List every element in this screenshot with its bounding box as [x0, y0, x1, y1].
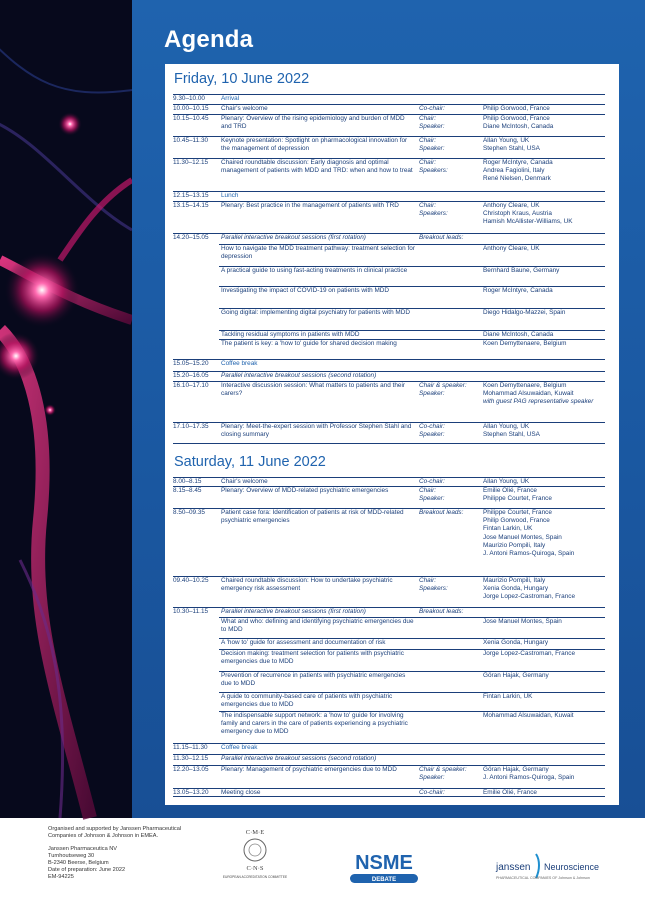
- agenda-row: [173, 94, 605, 104]
- speaker-names: [483, 577, 607, 602]
- session-title: Parallel interactive breakout sessions (first rotation): [221, 234, 366, 241]
- speaker-names: [483, 672, 607, 680]
- agenda-row: [173, 114, 605, 136]
- speaker-names: [483, 340, 607, 348]
- session-title: Keynote presentation: Spotlight on pharmacological innovation for the management of depression: [221, 137, 408, 153]
- speaker-role: Chair: Speakers:: [419, 202, 448, 218]
- session-time: 09.40–10.25: [173, 577, 209, 584]
- speaker-name: Göran Hajak, Germany: [483, 766, 549, 773]
- speaker-names: [483, 159, 607, 184]
- speaker-names: [483, 789, 607, 797]
- agenda-row: [173, 104, 605, 114]
- session-time: 8.15–8.45: [173, 487, 202, 494]
- session-time: 12.20–13.05: [173, 766, 209, 773]
- session-title: Plenary: Overview of MDD-related psychiatric emergencies: [221, 487, 389, 494]
- speaker-name: Philip Gorwood, France: [483, 517, 550, 525]
- footer-line: EM-94225: [48, 873, 74, 880]
- session-title: A 'how to' guide for assessment and documentation of risk: [221, 639, 386, 646]
- session-title: Chaired roundtable discussion: How to undertake psychiatric emergency risk assessment: [221, 577, 393, 593]
- agenda-row: [173, 607, 605, 617]
- speaker-names: [483, 509, 607, 558]
- footer-line: [48, 840, 181, 847]
- speaker-name: with guest PAG representative speaker: [483, 398, 594, 406]
- speaker-name: Jose Manuel Montes, Spain: [483, 618, 562, 625]
- speaker-name: Emilie Olié, France: [483, 487, 537, 494]
- speaker-name: Philippe Courtet, France: [483, 495, 552, 503]
- footer-line: Date of preparation: June 2022: [48, 866, 126, 873]
- session-time: 10.30–11.15: [173, 608, 209, 615]
- hero-image: [0, 0, 132, 818]
- session-title: Plenary: Best practice in the management of patients with TRD: [221, 202, 399, 209]
- speaker-name: Fintan Larkin, UK: [483, 525, 533, 533]
- session-title: The indispensable support network: a 'how to' guide for involving family and carers in the care of patients experiencing a psychiatric emergency due to MDD: [221, 712, 408, 736]
- session-time: 15.20–16.05: [173, 372, 209, 379]
- session-title: The patient is key: a 'how to' guide for shared decision making: [221, 340, 397, 347]
- janssen-caption-text: PHARMACEUTICAL COMPANIES OF Johnson & Johnson: [496, 876, 590, 880]
- speaker-names: [483, 382, 607, 407]
- speaker-name: Maurizio Pompili, Italy: [483, 577, 546, 584]
- session-title: Decision making: treatment selection for patients with psychiatric emergencies due to MDD: [221, 650, 404, 666]
- speaker-names: [483, 423, 607, 439]
- session-title: Chair's welcome: [221, 478, 268, 485]
- session-title: Plenary: Meet-the-expert session with Professor Stephen Stahl and closing summary: [221, 423, 412, 439]
- speaker-name: Mohammad Alsuwaidan, Kuwait: [483, 712, 574, 719]
- speaker-names: [483, 618, 607, 626]
- speaker-name: Xenia Gonda, Hungary: [483, 639, 549, 646]
- speaker-role: Breakout leads:: [419, 234, 464, 241]
- speaker-role: Breakout leads:: [419, 608, 464, 615]
- speaker-role: Chair: Speaker:: [419, 115, 445, 131]
- speaker-names: [483, 693, 607, 701]
- breakout-session-row: [219, 266, 605, 286]
- session-title: A guide to community-based care of patients with psychiatric emergencies due to MDD: [221, 693, 393, 709]
- speaker-name: Philip Gorwood, France: [483, 105, 550, 112]
- breakout-session-row: [219, 330, 605, 339]
- speaker-name: Allan Young, UK: [483, 137, 530, 144]
- breakout-session-row: [219, 692, 605, 711]
- speaker-name: Diane McIntosh, Canada: [483, 331, 554, 338]
- session-title: How to navigate the MDD treatment pathway: treatment selection for depression: [221, 245, 415, 261]
- session-title: Prevention of recurrence in patients with psychiatric emergencies due to MDD: [221, 672, 406, 688]
- session-title: Going digital: implementing digital psychiatry for patients with MDD: [221, 309, 410, 316]
- janssen-text: janssen: [496, 862, 531, 873]
- session-title: Investigating the impact of COVID-19 on patients with MDD: [221, 287, 390, 294]
- agenda-row: [173, 158, 605, 191]
- speaker-role: Co-chair:: [419, 789, 445, 796]
- breakout-session-row: [219, 286, 605, 308]
- footer-line: B-2340 Beerse, Belgium: [48, 859, 109, 866]
- session-time: 12.15–13.15: [173, 192, 209, 199]
- session-time: 10.00–10.15: [173, 105, 209, 112]
- session-time: 11.30–12.15: [173, 755, 209, 762]
- speaker-name: René Nielsen, Denmark: [483, 175, 551, 183]
- footer-line: Janssen Pharmaceutica NV: [48, 846, 118, 853]
- session-time: 9.30–10.00: [173, 95, 205, 102]
- speaker-role: Chair: Speaker:: [419, 487, 445, 503]
- breakout-session-row: [219, 339, 605, 359]
- speaker-names: [483, 287, 607, 295]
- speaker-name: Emilie Olié, France: [483, 789, 537, 796]
- session-title: Interactive discussion session: What matters to patients and their carers?: [221, 382, 405, 398]
- agenda-row: [173, 743, 605, 754]
- speaker-name: Stephen Stahl, USA: [483, 431, 540, 439]
- speaker-name: Roger McIntyre, Canada: [483, 159, 553, 166]
- session-time: 13.05–13.20: [173, 789, 209, 796]
- speaker-name: Roger McIntyre, Canada: [483, 287, 553, 294]
- session-title: Coffee break: [221, 744, 258, 751]
- agenda-row: [173, 371, 605, 381]
- speaker-role: Chair & speaker: Speaker:: [419, 382, 467, 398]
- session-time: 10.15–10.45: [173, 115, 209, 122]
- session-title: Chaired roundtable discussion: Early diagnosis and optimal management of patients with MDD and TRD: when and how to treat: [221, 159, 413, 175]
- speaker-name: Philippe Courtet, France: [483, 509, 552, 516]
- session-time: 17.10–17.35: [173, 423, 209, 430]
- speaker-role: Chair: Speaker:: [419, 137, 445, 153]
- speaker-names: [483, 105, 607, 113]
- session-title: Plenary: Management of psychiatric emergencies due to MDD: [221, 766, 397, 773]
- session-title: Chair's welcome: [221, 105, 268, 112]
- speaker-role: Chair: Speakers:: [419, 577, 448, 593]
- session-title: Parallel interactive breakout sessions (second rotation): [221, 755, 377, 762]
- neuron-illustration: [0, 0, 132, 818]
- footer-line: Organised and supported by Janssen Pharmaceutical: [48, 826, 182, 832]
- agenda-row: [173, 788, 605, 797]
- session-time: 14.20–15.05: [173, 234, 209, 241]
- speaker-name: J. Antoni Ramos-Quiroga, Spain: [483, 774, 575, 782]
- agenda-row: [173, 422, 605, 444]
- speaker-names: [483, 245, 607, 253]
- session-title: Tackling residual symptoms in patients with MDD: [221, 331, 360, 338]
- session-time: 11.15–11.30: [173, 744, 208, 751]
- session-title: Lunch: [221, 192, 239, 199]
- speaker-names: [483, 115, 607, 131]
- footer-line: Turnhoutseweg 30: [48, 853, 95, 860]
- speaker-name: Diane McIntosh, Canada: [483, 123, 554, 131]
- speaker-name: Jorge Lopez-Castroman, France: [483, 650, 575, 657]
- session-title: Parallel interactive breakout sessions (second rotation): [221, 372, 377, 379]
- session-time: 8.00–8.15: [173, 478, 202, 485]
- speaker-role: Breakout leads:: [419, 509, 464, 516]
- speaker-name: Diego Hidalgo-Mazzei, Spain: [483, 309, 566, 316]
- session-title: What and who: defining and identifying psychiatric emergencies due to MDD: [221, 618, 414, 634]
- agenda-row: [173, 754, 605, 765]
- speaker-names: [483, 137, 607, 153]
- page-title: Agenda: [164, 26, 254, 53]
- speaker-name: Hamish McAllister-Williams, UK: [483, 218, 573, 226]
- speaker-name: Fintan Larkin, UK: [483, 693, 533, 700]
- speaker-names: [483, 267, 607, 275]
- day-heading: Friday, 10 June 2022: [174, 71, 310, 87]
- speaker-names: [483, 639, 607, 647]
- agenda-row: [173, 191, 605, 201]
- agenda-row: [173, 765, 605, 788]
- breakout-session-row: [219, 671, 605, 692]
- agenda-row: [173, 508, 605, 576]
- speaker-name: Maurizio Pompili, Italy: [483, 541, 546, 549]
- agenda-row: [173, 136, 605, 158]
- speaker-name: Stephen Stahl, USA: [483, 145, 540, 153]
- session-time: 16.10–17.10: [173, 382, 209, 389]
- session-time: 10.45–11.30: [173, 137, 209, 144]
- speaker-names: [483, 487, 607, 503]
- speaker-names: [483, 712, 607, 720]
- breakout-session-row: [219, 711, 605, 743]
- speaker-name: Anthony Cleare, UK: [483, 202, 540, 209]
- session-title: Arrival: [221, 95, 240, 102]
- session-time: 13.15–14.15: [173, 202, 209, 209]
- speaker-name: Allan Young, UK: [483, 423, 530, 430]
- speaker-names: [483, 331, 607, 339]
- agenda-row: [173, 486, 605, 508]
- session-title: Patient case fora: Identification of patients at risk of MDD-related psychiatric emergencies: [221, 509, 404, 525]
- speaker-name: Koen Demyttenaere, Belgium: [483, 382, 567, 389]
- speaker-name: Andrea Fagiolini, Italy: [483, 167, 545, 175]
- speaker-name: Bernhard Baune, Germany: [483, 267, 560, 274]
- cme-accreditation-logo: [222, 826, 288, 892]
- session-title: Plenary: Overview of the rising epidemiology and burden of MDD and TRD: [221, 115, 405, 131]
- speaker-role: Chair & speaker: Speaker:: [419, 766, 467, 782]
- session-time: 8.50–09.35: [173, 509, 205, 516]
- speaker-name: Anthony Cleare, UK: [483, 245, 540, 252]
- speaker-name: Mohammad Alsuwaidan, Kuwait: [483, 390, 574, 398]
- breakout-session-row: [219, 308, 605, 330]
- session-time: 11.30–12.15: [173, 159, 209, 166]
- session-title: A practical guide to using fast-acting treatments in clinical practice: [221, 267, 408, 274]
- nsme-text: NSME: [355, 852, 413, 874]
- agenda-row: [173, 201, 605, 233]
- speaker-names: [483, 309, 607, 317]
- agenda-row: [173, 233, 605, 244]
- nsme-debate-logo: [344, 848, 424, 888]
- speaker-names: [483, 766, 607, 782]
- speaker-names: [483, 202, 607, 227]
- speaker-name: Xenia Gonda, Hungary: [483, 585, 549, 593]
- speaker-name: Jose Manuel Montes, Spain: [483, 533, 562, 541]
- speaker-name: Göran Hajak, Germany: [483, 672, 549, 679]
- speaker-role: Co-chair:: [419, 478, 445, 485]
- agenda-row: [173, 381, 605, 422]
- speaker-role: Co-chair: Speaker:: [419, 423, 445, 439]
- speaker-name: Koen Demyttenaere, Belgium: [483, 340, 567, 347]
- cme-top-text: C·M·E: [245, 829, 265, 836]
- speaker-name: Jorge Lopez-Castroman, France: [483, 593, 575, 601]
- breakout-session-row: [219, 649, 605, 671]
- agenda-row: [173, 359, 605, 371]
- session-title: Meeting close: [221, 789, 261, 796]
- agenda-row: [173, 576, 605, 607]
- footer-line: Companies of Johnson & Johnson in EMEA.: [48, 832, 159, 839]
- speaker-names: [483, 478, 607, 486]
- breakout-session-row: [219, 244, 605, 266]
- breakout-session-row: [219, 638, 605, 649]
- neuroscience-text: Neuroscience: [544, 862, 600, 872]
- cme-bottom-text: C·N·S: [246, 865, 264, 872]
- agenda-row: [173, 477, 605, 486]
- speaker-name: Philip Gorwood, France: [483, 115, 550, 122]
- speaker-role: Co-chair:: [419, 105, 445, 112]
- cme-caption-text: EUROPEAN ACCREDITATION COMMITTEE: [222, 875, 288, 879]
- nsme-sub-text: DEBATE: [371, 877, 397, 883]
- speaker-name: Christoph Kraus, Austria: [483, 210, 552, 218]
- breakout-session-row: [219, 617, 605, 638]
- day-heading: Saturday, 11 June 2022: [174, 454, 326, 470]
- speaker-names: [483, 650, 607, 658]
- session-time: 15.05–15.20: [173, 360, 209, 367]
- speaker-name: Allan Young, UK: [483, 478, 530, 485]
- speaker-name: J. Antoni Ramos-Quiroga, Spain: [483, 550, 575, 558]
- janssen-neuroscience-logo: [496, 850, 636, 890]
- footer-organiser: [48, 826, 181, 880]
- session-title: Coffee break: [221, 360, 258, 367]
- session-title: Parallel interactive breakout sessions (first rotation): [221, 608, 366, 615]
- speaker-role: Chair: Speakers:: [419, 159, 448, 175]
